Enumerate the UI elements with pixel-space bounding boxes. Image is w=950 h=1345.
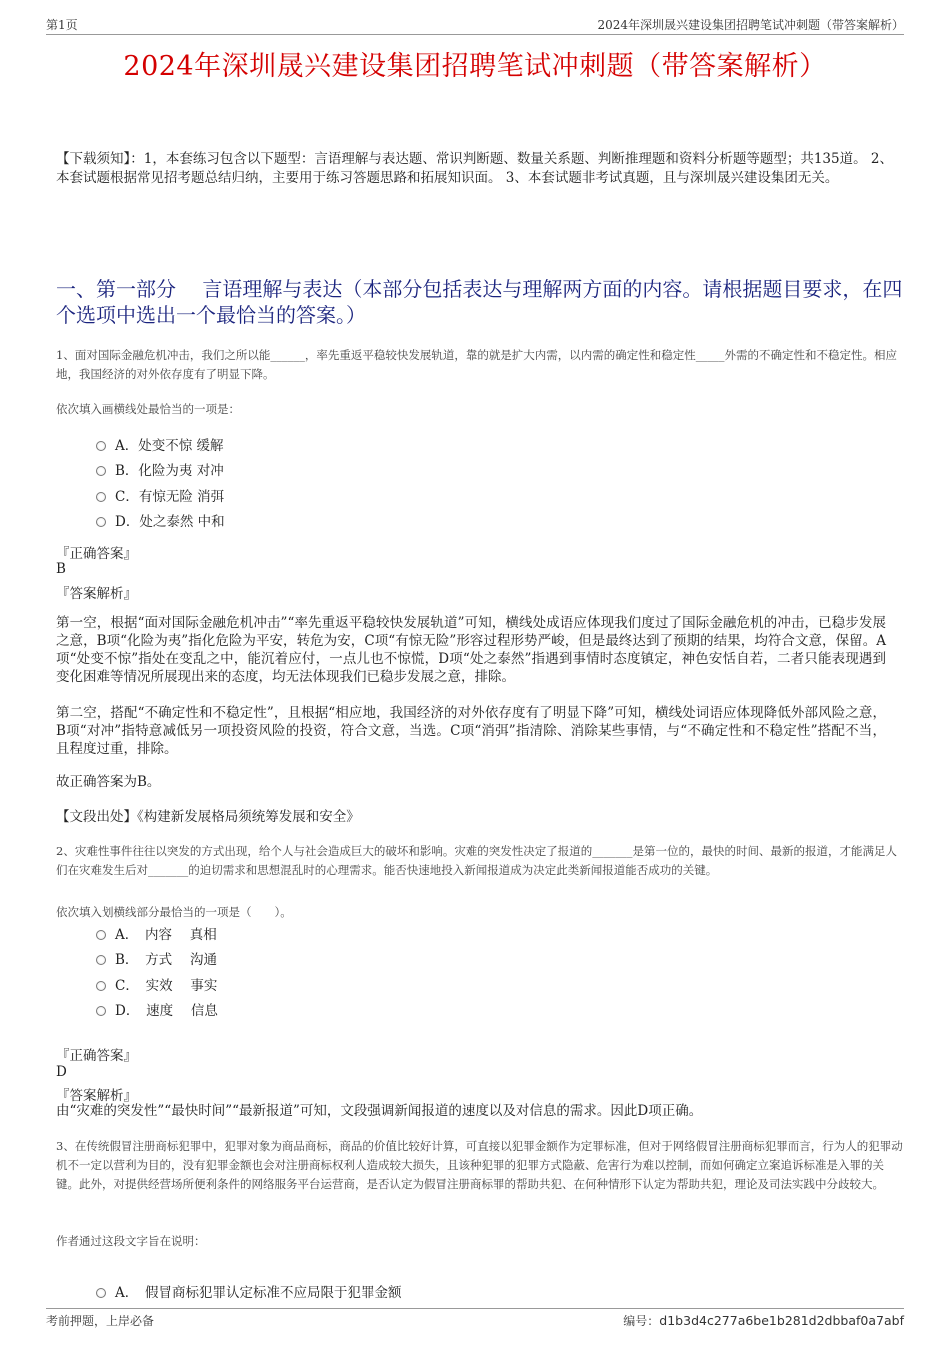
question-3-option-a[interactable]: A． 假冒商标犯罪认定标准不应局限于犯罪金额: [96, 1283, 402, 1303]
question-1-answer: B: [56, 561, 66, 577]
download-notice: 【下载须知】：1，本套练习包含以下题型：言语理解与表达题、常识判断题、数量关系题、判断推理题和资料分析题等题型；共135道。 2、本套试题根据常见招考题总结归纳，主要用于练习答题思路和拓展知识面。 3、本套试题非考试真题，且与深圳晟兴建设集团无关。: [56, 151, 893, 186]
question-1-analysis-p2: 第二空，搭配“不确定性和不稳定性”，且根据“相应地，我国经济的对外依存度有了明显下降”可知，横线处词语应体现降低外部风险之意，B项“对冲”指特意减低另一项投资风险的投资，符合文意，当选。C项“消弭”指清除、消除某些事情，与“不确定性和不稳定性”搭配不当，且程度过重，排除。: [56, 705, 886, 757]
question-2-option-c[interactable]: C． 实效 事实: [96, 976, 217, 996]
footer-code: [623, 1312, 904, 1329]
footer-code-value: d1b3d4c277a6be1b281d2dbbaf0a7abf: [659, 1313, 904, 1328]
question-3-prompt: 作者通过这段文字旨在说明：: [56, 1234, 206, 1248]
radio-icon[interactable]: [96, 441, 106, 451]
section-heading: 一、第一部分 言语理解与表达（本部分包括表达与理解两方面的内容。请根据题目要求，在四个选项中选出一个最恰当的答案。）: [56, 277, 903, 327]
radio-icon[interactable]: [96, 1006, 106, 1016]
radio-icon[interactable]: [96, 517, 106, 527]
radio-icon[interactable]: [96, 930, 106, 940]
document-title: 2024年深圳晟兴建设集团招聘笔试冲刺题（带答案解析）: [123, 51, 827, 82]
page-header: [46, 14, 904, 35]
question-2-analysis: 由“灾难的突发性”“最快时间”“最新报道”可知，文段强调新闻报道的速度以及对信息的需求。因此D项正确。: [56, 1103, 703, 1119]
question-2-option-d[interactable]: D． 速度 信息: [96, 1001, 218, 1021]
question-1-answer-label: 『正确答案』: [56, 546, 137, 562]
question-1-option-c[interactable]: C．有惊无险 消弭: [96, 487, 224, 507]
page-number: 第1页: [46, 18, 78, 32]
question-1-source: 【文段出处】《构建新发展格局须统筹发展和安全》: [56, 809, 360, 825]
question-2-option-a[interactable]: A． 内容 真相: [96, 925, 217, 945]
question-2-stem: 2、灾难性事件往往以突发的方式出现，给个人与社会造成巨大的破坏和影响。灾难的突发性决定了报道的_______是第一位的，最快的时间、最新的报道，才能满足人们在灾难发生后对_______的迫切需求和思想混乱时的心理需求。能否快速地投入新闻报道成为决定此类新闻报道能否成功的关键。: [56, 844, 898, 877]
header-doc-title: 2024年深圳晟兴建设集团招聘笔试冲刺题（带答案解析）: [597, 18, 904, 32]
question-1-option-b[interactable]: B．化险为夷 对冲: [96, 461, 224, 481]
question-2-answer: D: [56, 1064, 67, 1080]
question-2-analysis-label: 『答案解析』: [56, 1088, 137, 1104]
question-2-answer-label: 『正确答案』: [56, 1048, 137, 1064]
footer-slogan: 考前押题，上岸必备: [46, 1314, 155, 1328]
radio-icon[interactable]: [96, 981, 106, 991]
question-3-stem: 3、在传统假冒注册商标犯罪中，犯罪对象为商品商标，商品的价值比较好计算，可直接以犯罪金额作为定罪标准，但对于网络假冒注册商标犯罪而言，行为人的犯罪动机不一定以营利为目的，没有犯罪金额也会对注册商标权利人造成较大损失，且该种犯罪的犯罪方式隐蔽、危害行为难以控制，而如何确定立案追诉标准是入罪的关键。此外，对提供经营场所便利条件的网络服务平台运营商，是否认定为假冒注册商标罪的帮助共犯、在何种情形下认定为帮助共犯，理论及司法实践中分歧较大。: [56, 1139, 903, 1191]
radio-icon[interactable]: [96, 492, 106, 502]
footer-code-label: 编号：: [623, 1314, 660, 1328]
question-1-analysis-p1: 第一空，根据“面对国际金融危机冲击”“率先重返平稳较快发展轨道”可知，横线处成语应体现我们度过了国际金融危机的冲击，已稳步发展之意，B项“化险为夷”指化危险为平安，转危为安，C项“有惊无险”形容过程形势严峻，但是最终达到了预期的结果，均符合文意，保留。A项“处变不惊”指处在变乱之中，能沉着应付，一点儿也不惊慌，D项“处之泰然”指遇到事情时态度镇定，神色安恬自若，二者只能表现遇到变化困难等情况所展现出来的态度，均无法体现我们已稳步发展之意，排除。: [56, 615, 886, 685]
question-1-stem: 1、面对国际金融危机冲击，我们之所以能______，率先重返平稳较快发展轨道，靠的就是扩大内需，以内需的确定性和稳定性_____外需的不确定性和不稳定性。相应地，我国经济的对外依存度有了明显下降。: [56, 348, 898, 381]
question-2-option-b[interactable]: B． 方式 沟通: [96, 950, 217, 970]
question-1-conclusion: 故正确答案为B。: [56, 774, 161, 790]
question-1-option-d[interactable]: D．处之泰然 中和: [96, 512, 225, 532]
question-1-option-a[interactable]: A．处变不惊 缓解: [96, 436, 224, 456]
question-1-analysis-label: 『答案解析』: [56, 586, 137, 602]
question-1-prompt: 依次填入画横线处最恰当的一项是：: [56, 402, 240, 416]
radio-icon[interactable]: [96, 1288, 106, 1298]
question-2-prompt: 依次填入划横线部分最恰当的一项是（ ）。: [56, 905, 292, 919]
radio-icon[interactable]: [96, 955, 106, 965]
radio-icon[interactable]: [96, 466, 106, 476]
page-footer: [46, 1308, 904, 1329]
